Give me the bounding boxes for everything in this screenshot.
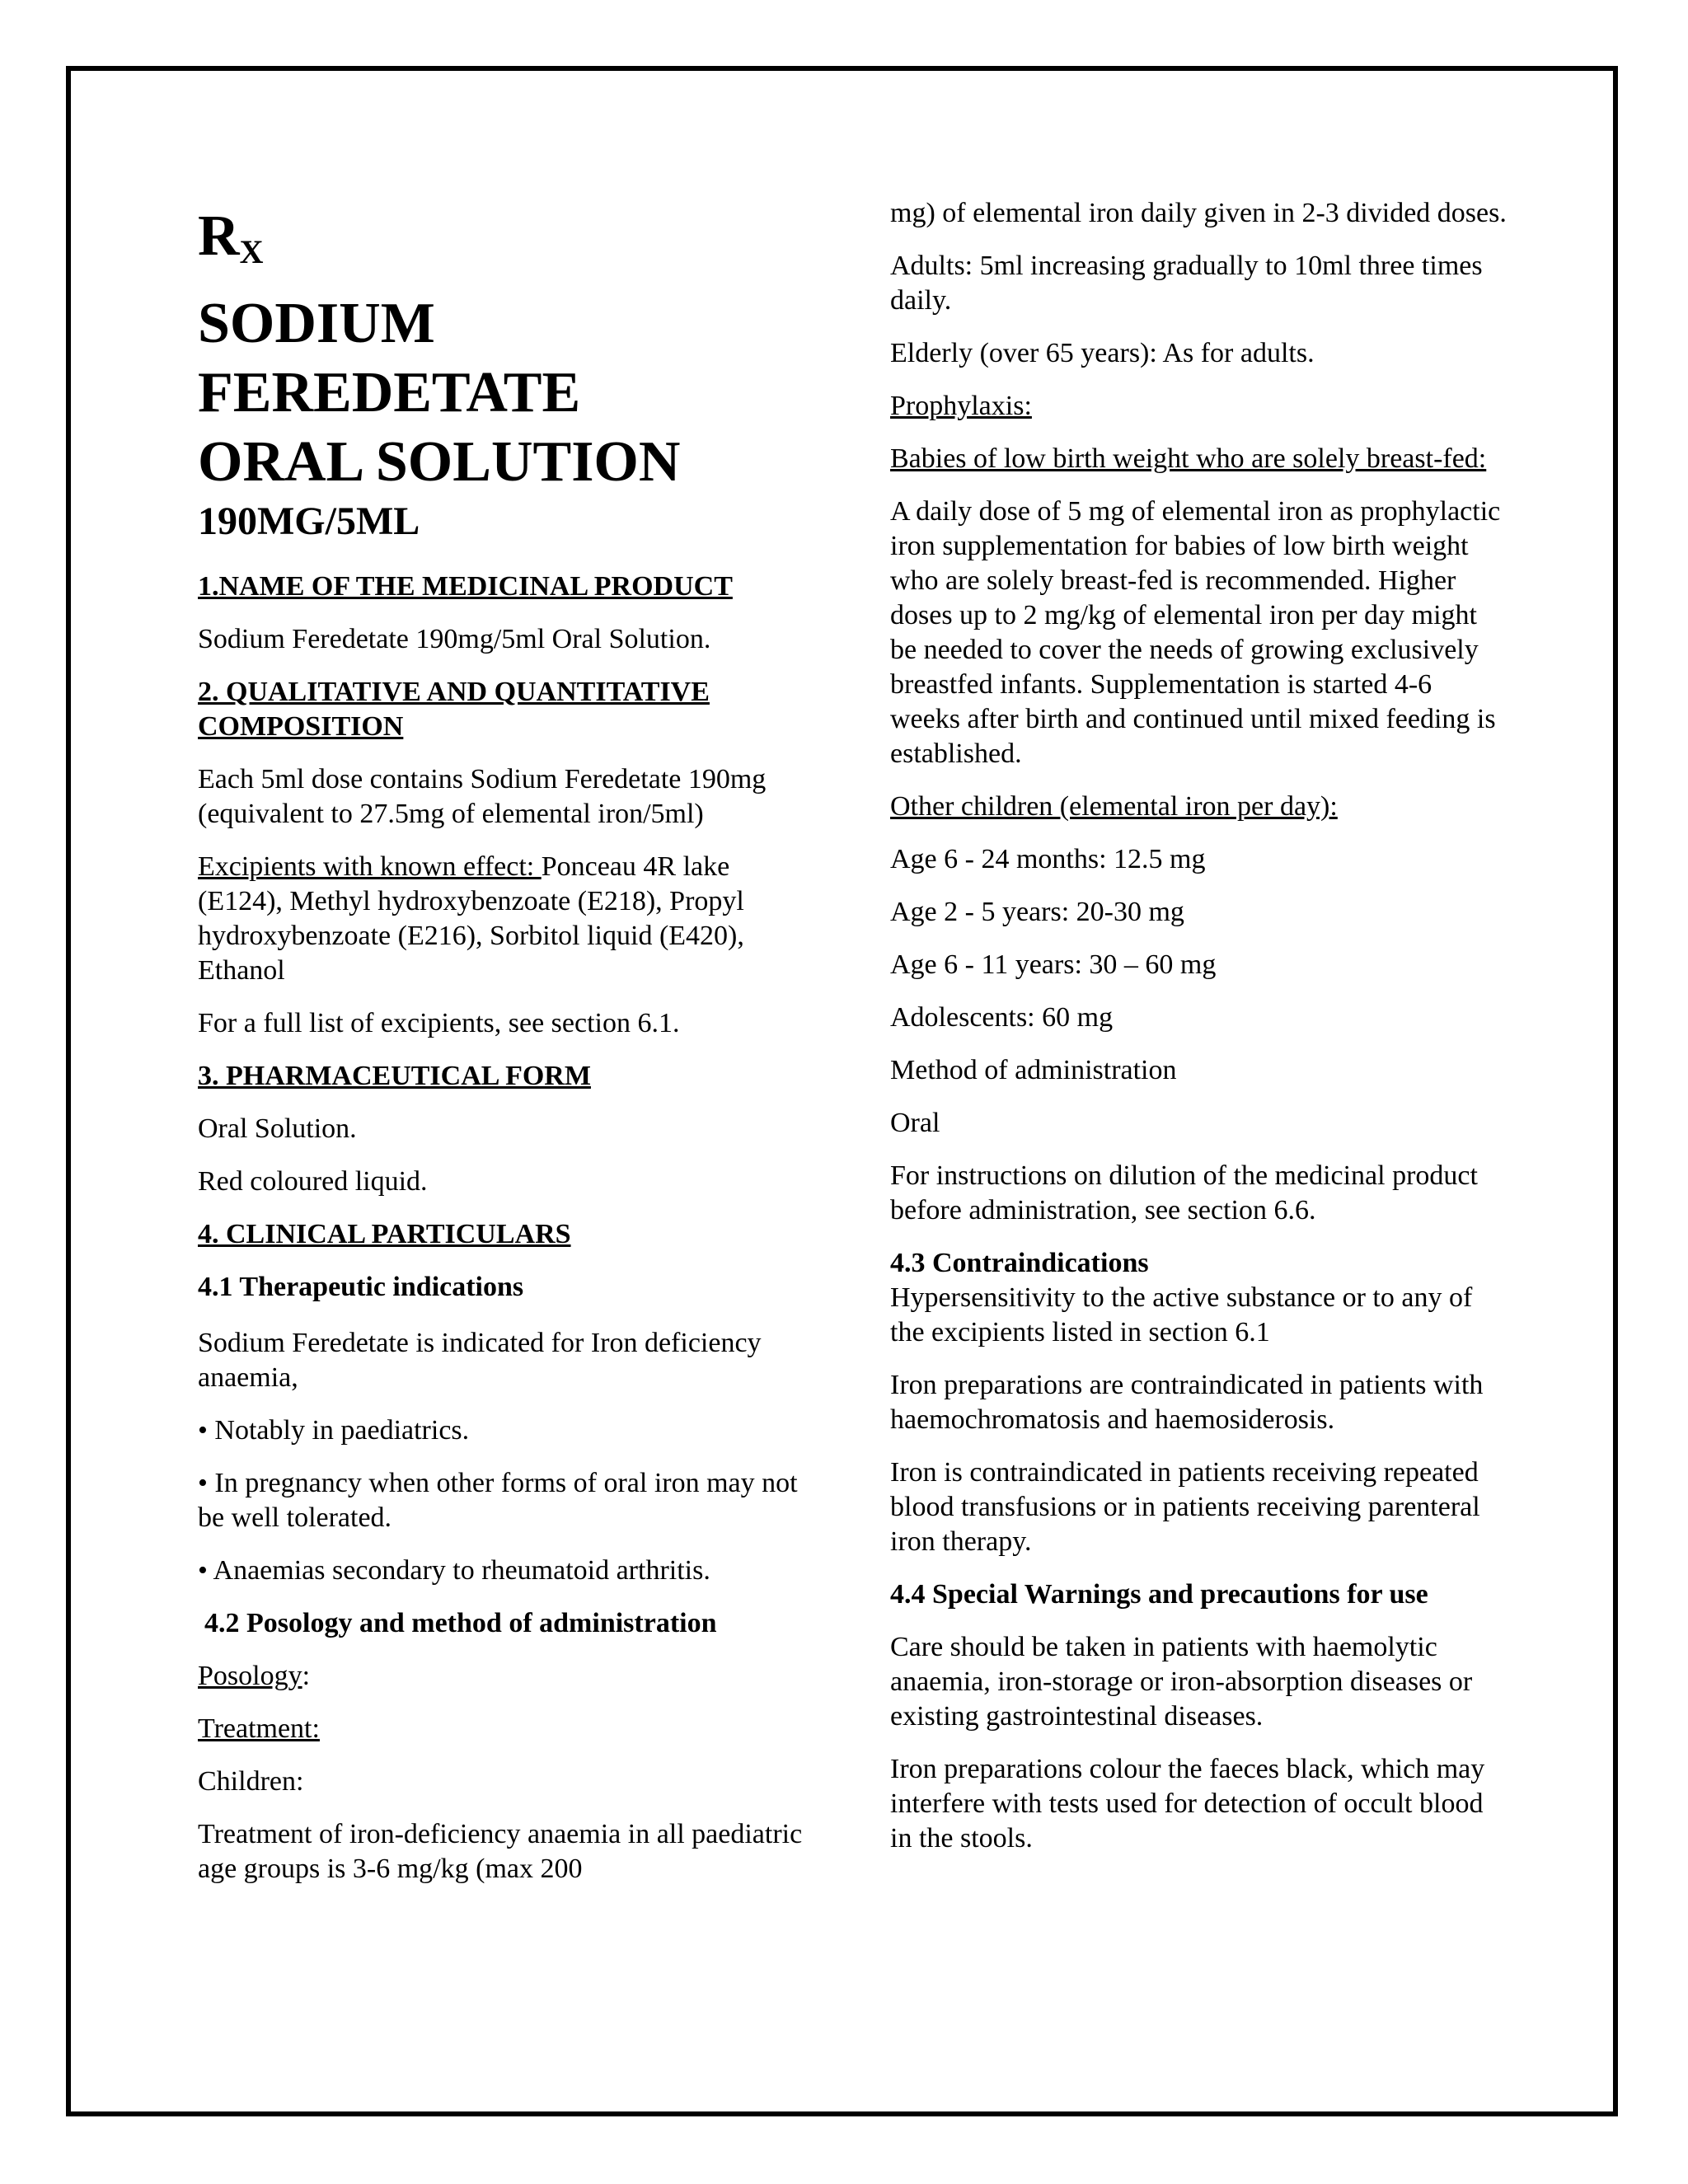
indication-bullet-2: • In pregnancy when other forms of oral iron may not be well tolerated. [198,1468,798,1533]
excipients-text: Ponceau 4R lake (E124), Methyl hydroxybenzoate (E218), Propyl hydroxybenzoate (E216), Sorbitol liquid (E420), Ethanol [198,851,744,986]
product-title-line-1: SODIUM [198,292,435,355]
contraindication-text-2: Iron preparations are contraindicated in patients with haemochromatosis and haemosiderosis. [890,1370,1484,1435]
section-4-2-heading: 4.2 Posology and method of administration [204,1608,717,1638]
full-list-text: For a full list of excipients, see section 6.1. [198,1008,680,1038]
rx-symbol [198,204,808,273]
prophylaxis-label: Prophylaxis: [890,391,1032,421]
section-2-heading: 2. QUALITATIVE AND QUANTITATIVE COMPOSITION [198,677,710,742]
adolescents-dose: Adolescents: 60 mg [890,1002,1114,1033]
product-strength: 190MG/5ML [198,499,420,543]
posology-label: Posology [198,1661,302,1691]
excipients-paragraph [198,850,808,988]
treatment-label: Treatment: [198,1713,320,1744]
indication-bullet-3: • Anaemias secondary to rheumatoid arthritis. [198,1555,710,1586]
posology-colon: : [302,1661,311,1691]
children-label: Children: [198,1766,304,1797]
elderly-text: Elderly (over 65 years): As for adults. [890,338,1315,368]
posology-paragraph [198,1659,808,1694]
treatment-text: Treatment of iron-deficiency anaemia in all paediatric age groups is 3-6 mg/kg (max 200 [198,1819,803,1884]
section-3-heading: 3. PHARMACEUTICAL FORM [198,1061,591,1091]
left-column [198,198,808,1905]
warnings-text-1: Care should be taken in patients with haemolytic anaemia, iron-storage or iron-absorption diseases or existing gastrointestinal diseases. [890,1632,1473,1732]
product-title-line-2: FEREDETATE [198,361,581,424]
section-2-text: Each 5ml dose contains Sodium Feredetate 190mg (equivalent to 27.5mg of elemental iron/5ml) [198,764,767,829]
rx-main: R [198,204,240,268]
section-3-text-2: Red coloured liquid. [198,1166,428,1197]
section-3-text-1: Oral Solution. [198,1113,357,1144]
age-dose-1: Age 6 - 24 months: 12.5 mg [890,844,1206,874]
section-4-3-heading: 4.3 Contraindications [890,1248,1149,1278]
age-dose-3: Age 6 - 11 years: 30 – 60 mg [890,949,1217,980]
section-4-1-text: Sodium Feredetate is indicated for Iron deficiency anaemia, [198,1328,762,1393]
section-4-1-heading: 4.1 Therapeutic indications [198,1272,524,1302]
age-dose-2: Age 2 - 5 years: 20-30 mg [890,897,1184,927]
method-label: Method of administration [890,1055,1177,1085]
contraindication-text-1: Hypersensitivity to the active substance or to any of the excipients listed in section 6.1 [890,1282,1473,1347]
babies-label: Babies of low birth weight who are solely breast-fed: [890,443,1487,474]
section-4-heading: 4. CLINICAL PARTICULARS [198,1219,571,1249]
excipients-label: Excipients with known effect: [198,851,542,882]
section-4-4-heading: 4.4 Special Warnings and precautions for use [890,1579,1428,1610]
adults-text: Adults: 5ml increasing gradually to 10ml three times daily. [890,251,1483,316]
other-children-label: Other children (elemental iron per day): [890,791,1338,822]
oral-text: Oral [890,1108,940,1138]
product-title-line-3: ORAL SOLUTION [198,430,681,494]
section-1-heading: 1.NAME OF THE MEDICINAL PRODUCT [198,571,733,602]
contraindication-text-3: Iron is contraindicated in patients receiving repeated blood transfusions or in patients receiving parenteral iron therapy. [890,1457,1480,1557]
babies-text: A daily dose of 5 mg of elemental iron as prophylactic iron supplementation for babies of low birth weight who are solely breast-fed is recommended. Higher doses up to 2 mg/kg of elemental iron per day might be needed to cover the needs of growing exclusively breastfed infants. Supplementation is started 4-6 weeks after birth and continued until mixed feeding is established. [890,496,1501,769]
continued-text: mg) of elemental iron daily given in 2-3 divided doses. [890,198,1507,228]
right-column [890,196,1508,1874]
rx-sub: X [239,233,264,270]
warnings-text-2: Iron preparations colour the faeces black, which may interfere with tests used for detection of occult blood in the stools. [890,1754,1485,1854]
section-1-text: Sodium Feredetate 190mg/5ml Oral Solution. [198,624,711,654]
indication-bullet-1: • Notably in paediatrics. [198,1415,470,1446]
dilution-text: For instructions on dilution of the medicinal product before administration, see section 6.6. [890,1160,1478,1226]
